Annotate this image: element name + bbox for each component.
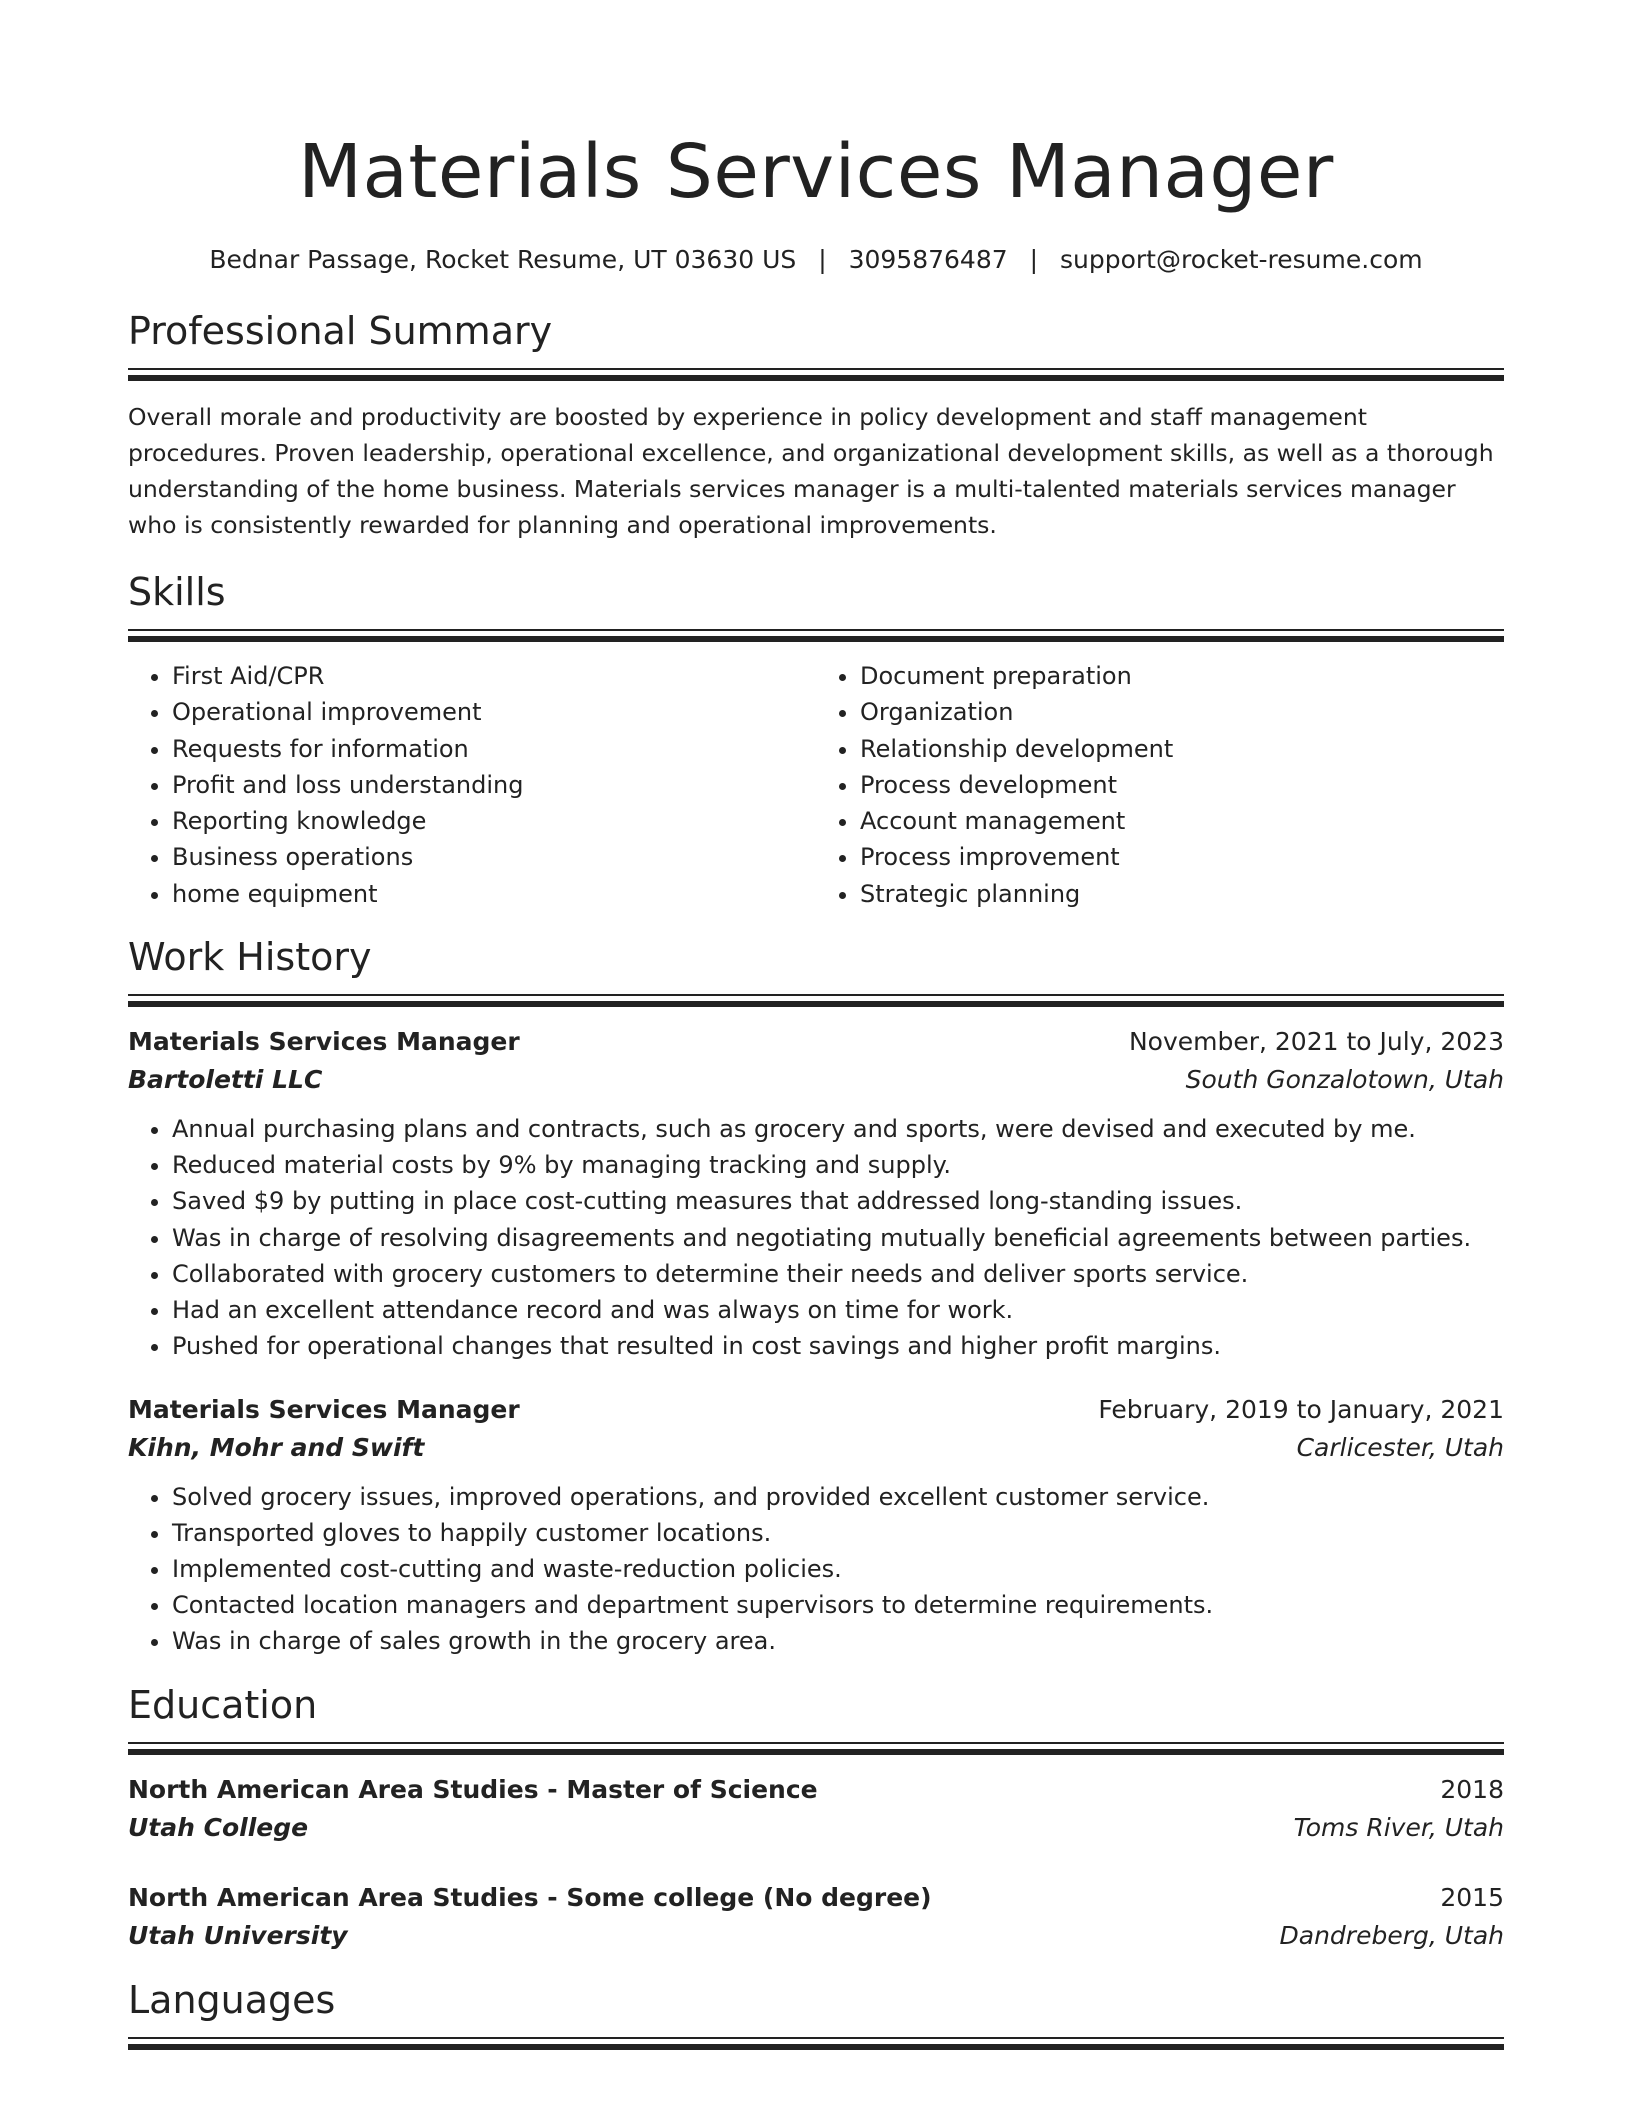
education-subheader: [128, 1809, 1504, 1847]
skills-list: [128, 658, 1504, 912]
job-header: [128, 1023, 1504, 1061]
job-bullet: • Transported gloves to happily customer locations.: [172, 1515, 1504, 1551]
education-degree: North American Area Studies - Some college (No degree): [128, 1882, 932, 1912]
job-dates: November, 2021 to July, 2023: [1128, 1027, 1504, 1057]
education-year: 2015: [1440, 1882, 1504, 1912]
job-dates: February, 2019 to January, 2021: [1098, 1394, 1504, 1424]
job-bullets: [128, 1111, 1504, 1364]
work-section: [128, 934, 1504, 1659]
education-school: Utah College: [128, 1812, 309, 1842]
contact-email: support@rocket-resume.com: [1060, 245, 1423, 274]
skill-item: • First Aid/CPR: [172, 658, 816, 694]
skill-item: • Business operations: [172, 839, 816, 875]
job-bullet: • Had an excellent attendance record and was always on time for work.: [172, 1292, 1504, 1328]
job-company: Bartoletti LLC: [128, 1065, 323, 1095]
skill-item: • Operational improvement: [172, 694, 816, 730]
job-company: Kihn, Mohr and Swift: [128, 1432, 425, 1462]
section-divider: [128, 368, 1504, 381]
summary-text: Overall morale and productivity are boosted by experience in policy development and staff management procedures. Proven leadership, operational excellence, and organizational development skills, as well as a thorough understanding of the home business. Materials services manager is a multi-talented materials services manager who is consistently rewarded for planning and operational improvements.: [128, 403, 1494, 539]
skill-item: • Process development: [860, 767, 1504, 803]
skill-item: • Strategic planning: [860, 876, 1504, 912]
job-bullet: • Was in charge of resolving disagreements and negotiating mutually beneficial agreements between parties.: [172, 1220, 1504, 1256]
job-entry: [128, 1023, 1504, 1364]
contact-separator: |: [1029, 245, 1039, 274]
skill-item: • home equipment: [172, 876, 816, 912]
section-title-education: Education: [128, 1682, 318, 1727]
contact-phone: 3095876487: [848, 245, 1008, 274]
job-bullets: [128, 1479, 1504, 1660]
skills-column-right: [816, 658, 1504, 912]
education-school: Utah University: [128, 1920, 348, 1950]
skills-column-left: [128, 658, 816, 912]
job-bullet: • Was in charge of sales growth in the grocery area.: [172, 1623, 1504, 1659]
education-section: [128, 1682, 1504, 1955]
job-location: Carlicester, Utah: [1296, 1432, 1504, 1462]
job-bullet: • Pushed for operational changes that resulted in cost savings and higher profit margins.: [172, 1328, 1504, 1364]
job-location: South Gonzalotown, Utah: [1185, 1065, 1504, 1095]
section-title-work: Work History: [128, 935, 372, 980]
skill-item: • Document preparation: [860, 658, 1504, 694]
job-title: Materials Services Manager: [128, 1394, 520, 1424]
section-title-languages: Languages: [128, 1977, 336, 2022]
education-degree: North American Area Studies - Master of Science: [128, 1774, 818, 1804]
languages-section: [128, 1977, 1504, 2050]
summary-section: [128, 308, 1504, 543]
education-year: 2018: [1440, 1774, 1504, 1804]
skill-item: • Process improvement: [860, 839, 1504, 875]
education-entry: [128, 1771, 1504, 1847]
job-bullet: • Annual purchasing plans and contracts, such as grocery and sports, were devised and executed by me.: [172, 1111, 1504, 1147]
education-location: Dandreberg, Utah: [1279, 1920, 1504, 1950]
contact-address: Bednar Passage, Rocket Resume, UT 03630 US: [209, 245, 797, 274]
job-title: Materials Services Manager: [128, 1027, 520, 1057]
skill-item: • Requests for information: [172, 731, 816, 767]
education-subheader: [128, 1917, 1504, 1955]
contact-separator: |: [818, 245, 827, 274]
job-bullet: • Implemented cost-cutting and waste-reduction policies.: [172, 1551, 1504, 1587]
job-entry: [128, 1391, 1504, 1660]
skill-item: • Reporting knowledge: [172, 803, 816, 839]
education-header: [128, 1771, 1504, 1809]
skills-section: [128, 569, 1504, 912]
education-header: [128, 1879, 1504, 1917]
job-bullet: • Saved $9 by putting in place cost-cutting measures that addressed long-standing issues.: [172, 1183, 1504, 1219]
resume-name: Materials Services Manager: [298, 129, 1334, 215]
skill-item: • Relationship development: [860, 731, 1504, 767]
contact-line: [128, 244, 1504, 276]
job-bullet: • Collaborated with grocery customers to determine their needs and deliver sports service.: [172, 1256, 1504, 1292]
job-subheader: [128, 1061, 1504, 1099]
section-title-skills: Skills: [128, 570, 226, 614]
section-divider: [128, 1742, 1504, 1755]
education-entry: [128, 1879, 1504, 1955]
job-subheader: [128, 1429, 1504, 1467]
section-title-summary: Professional Summary: [128, 309, 553, 353]
section-divider: [128, 2037, 1504, 2050]
section-divider: [128, 994, 1504, 1007]
job-header: [128, 1391, 1504, 1429]
skill-item: • Organization: [860, 694, 1504, 730]
skill-item: • Account management: [860, 803, 1504, 839]
education-location: Toms River, Utah: [1293, 1812, 1504, 1842]
job-bullet: • Reduced material costs by 9% by managing tracking and supply.: [172, 1147, 1504, 1183]
job-bullet: • Solved grocery issues, improved operations, and provided excellent customer service.: [172, 1479, 1504, 1515]
job-bullet: • Contacted location managers and department supervisors to determine requirements.: [172, 1587, 1504, 1623]
section-divider: [128, 629, 1504, 642]
skill-item: • Profit and loss understanding: [172, 767, 816, 803]
